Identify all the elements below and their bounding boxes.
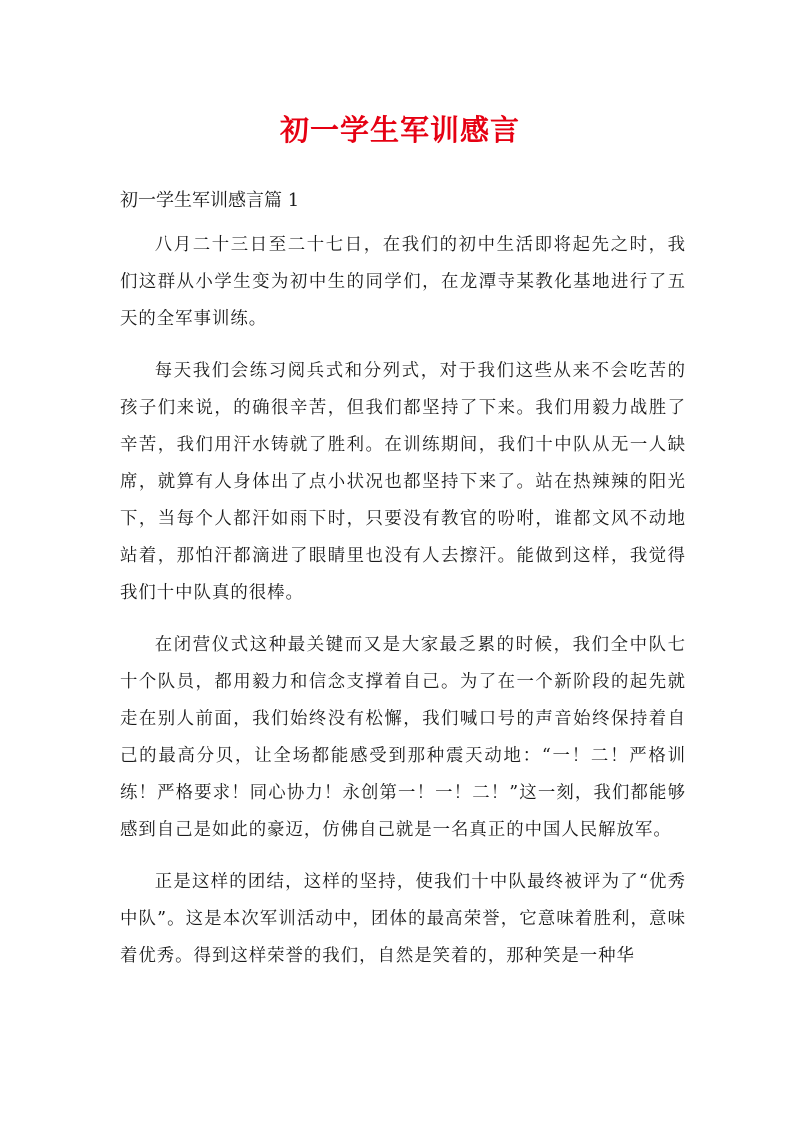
paragraph: 每天我们会练习阅兵式和分列式，对于我们这些从来不会吃苦的孩子们来说，的确很辛苦，但我们都坚持了下来。我们用毅力战胜了辛苦，我们用汗水铸就了胜利。在训练期间，我们十中队从无一人缺席，就算有人身体出了点小状况也都坚持下来了。站在热辣辣的阳光下，当每个人都汗如雨下时，只要没有教官的吩咐，谁都文风不动地站着，那怕汗都滴进了眼睛里也没有人去擦汗。能做到这样，我觉得我们十中队真的很棒。 — [120, 361, 686, 603]
paragraph: 在闭营仪式这种最关键而又是大家最乏累的时候，我们全中队七十个队员，都用毅力和信念支撑着自己。为了在一个新阶段的起先就走在别人前面，我们始终没有松懈，我们喊口号的声音始终保持着自己的最高分贝，让全场都能感受到那种震天动地：“一！二！严格训练！严格要求！同心协力！永创第一！一！二！”这一刻，我们都能够感到自己是如此的豪迈，仿佛自己就是一名真正的中国人民解放军。 — [120, 635, 686, 840]
article-heading: 初一学生军训感言篇 1 — [120, 190, 300, 211]
paragraph: 八月二十三日至二十七日，在我们的初中生活即将起先之时，我们这群从小学生变为初中生的同学们，在龙潭寺某教化基地进行了五天的全军事训练。 — [120, 235, 686, 329]
document-title: 初一学生军训感言 — [279, 113, 520, 147]
article-body — [120, 227, 686, 990]
paragraph: 正是这样的团结，这样的坚持，使我们十中队最终被评为了“优秀中队”。这是本次军训活动中，团体的最高荣誉，它意味着胜利，意味着优秀。得到这样荣誉的我们，自然是笑着的，那种笑是一种华 — [120, 872, 686, 966]
